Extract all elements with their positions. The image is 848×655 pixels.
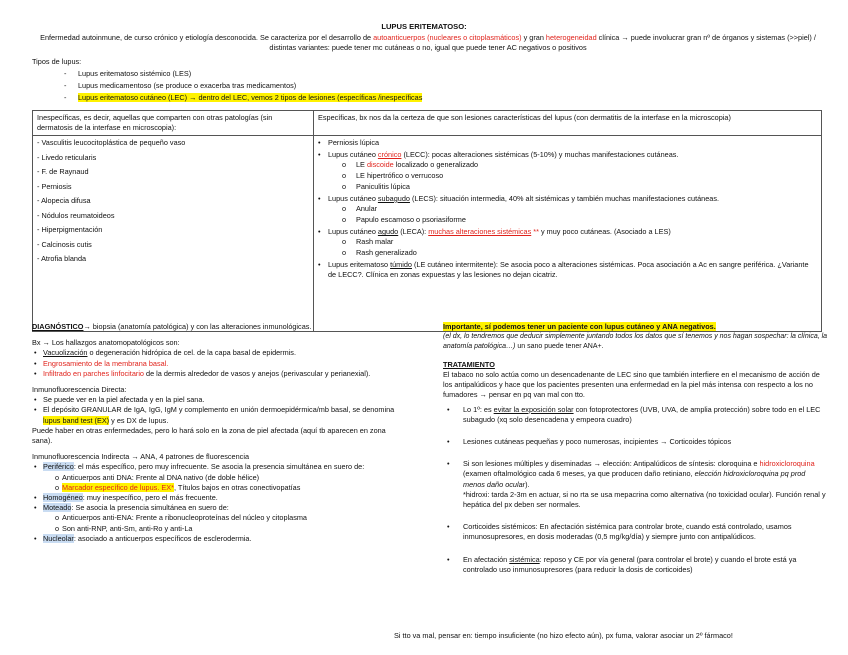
keyword: sistémica bbox=[509, 554, 540, 564]
nonspecific-list bbox=[37, 138, 309, 269]
sub-item: o Anular bbox=[342, 204, 817, 215]
bx-list bbox=[32, 348, 404, 379]
diagnostico-section bbox=[32, 322, 404, 544]
list-item: - Nódulos reumatoideos bbox=[37, 210, 115, 220]
list-item: - Perniosis bbox=[37, 181, 72, 191]
note-text: (el dx, lo tendremos que deducir simplemente juntando todos los datos que sí tenemos y nos hagan sospechar: la clínica, la anatomía patológica…) bbox=[443, 333, 828, 350]
item-text: : muy inespecífico, pero el más frecuente. bbox=[82, 493, 218, 503]
sub-item: o Papulo escamoso o psoriasiforme bbox=[342, 215, 817, 226]
list-item: - Calcinosis cutis bbox=[37, 239, 92, 249]
section-heading: DIAGNÓSTICO bbox=[32, 322, 84, 331]
list-item bbox=[318, 260, 817, 280]
note-text: *hidroxi: tarda 2-3m en actuar, si no rta se usa mepacrina como alternativa (no toxicidad ocular). Función renal y hepática del px deben ser normales. bbox=[463, 489, 826, 510]
item-text: Lupus cutáneo bbox=[328, 193, 378, 203]
list-item bbox=[32, 369, 404, 379]
note-text: elección hidroxicloroquina pq prod menos daño ocular bbox=[463, 469, 806, 489]
item-text: El depósito GRANULAR de IgA, IgG, IgM y complemento en unión dermoepidérmica/mb basal, se denomina bbox=[43, 405, 395, 415]
lesions-table bbox=[32, 110, 822, 332]
sub-item: o Paniculitis lúpica bbox=[342, 182, 817, 193]
item-text: (examen oftalmológico cada 6 meses, ya que producen daño retiniano, bbox=[463, 469, 695, 479]
star-mark: ** bbox=[533, 227, 539, 237]
keyword: túmido bbox=[390, 260, 412, 270]
list-item: • Corticoides sistémicos: En afectación sistémica para controlar brote, cuando está controlado, usamos inmunosupresores, en dosis moderadas (0,5 mg/kg/día) y siempre junto con antipalúdicos. bbox=[443, 522, 829, 542]
item-text: y muy poco cutáneas. (Asociado a LES) bbox=[538, 227, 671, 237]
table-row bbox=[33, 111, 822, 136]
item-text: Hiperpigmentación bbox=[41, 225, 103, 235]
sub-item: o Son anti-RNP, anti-Sm, anti-Ro y anti-La bbox=[55, 524, 404, 534]
keyword: subagudo bbox=[377, 193, 410, 203]
ifd-note: Puede haber en otras enfermedades, pero lo hará solo en la zona de piel afectada (aquí tb aparecen en zona sana). bbox=[32, 425, 386, 446]
list-item bbox=[32, 348, 404, 358]
item-text: con fotoprotectores (UVB, UVA, de amplia protección) sobre todo en el LEC subagudo (xq solo desencadena y empeora cuadro) bbox=[463, 404, 821, 424]
tratamiento-section bbox=[443, 322, 829, 587]
item-text: Si son lesiones múltiples y diseminadas → elección: Antipalúdicos de síntesis: cloroquina e bbox=[463, 459, 760, 469]
keyword: Vacuolización bbox=[43, 348, 88, 358]
intro-paragraph bbox=[28, 33, 828, 53]
pattern-name: Moteado bbox=[43, 503, 72, 513]
intro-highlight: heterogeneidad bbox=[545, 33, 597, 42]
sub-list bbox=[55, 513, 404, 533]
ifd-label: Inmunofluorescencia Directa: bbox=[32, 385, 127, 395]
treatment-list bbox=[443, 405, 829, 575]
item-text: (LECA): bbox=[398, 227, 429, 237]
page-title: LUPUS ERITEMATOSO: bbox=[381, 22, 467, 31]
pattern-name: Nucleolar bbox=[43, 533, 74, 543]
highlighted-text: Marcador específico de lupus. EX* bbox=[62, 482, 174, 492]
sub-list bbox=[342, 160, 817, 193]
highlighted-text: Importante, sí podemos tener un paciente con lupus cutáneo y ANA negativos. bbox=[443, 322, 716, 331]
keyword: discoide bbox=[366, 159, 394, 169]
list-item bbox=[443, 555, 829, 575]
types-label: Tipos de lupus: bbox=[32, 57, 82, 66]
sub-item bbox=[342, 160, 817, 171]
list-item bbox=[32, 405, 404, 425]
item-text: : asociado a anticuerpos específicos de esclerodermia. bbox=[73, 533, 252, 543]
specific-cell bbox=[314, 136, 822, 332]
item-text: : reposo y CE por vía general (para controlar el brote) y cuando el brote está ya controlado uso inmunosupresores (para reducir la dosis de corticoides) bbox=[463, 554, 797, 574]
ifi-list bbox=[32, 462, 404, 544]
list-item bbox=[318, 227, 817, 259]
item-text: : Se asocia la presencia simultánea en suero de: bbox=[71, 503, 229, 513]
list-item bbox=[32, 503, 404, 534]
keyword: Engrosamiento de la membrana basal. bbox=[43, 358, 169, 368]
table-header-right: Específicas, bx nos da la certeza de que son lesiones características del lupus (con dermatitis de la interfase en la microscopia) bbox=[314, 111, 822, 136]
item-text: o degeneración hidrópica de cel. de la capa basal de epidermis. bbox=[87, 348, 296, 358]
item-text: (LECC): pocas alteraciones sistémicas (5-10%) y muchas manifestaciones cutáneas. bbox=[401, 149, 679, 159]
item-text: (LE cutáneo intermitente): Se asocia poco a alteraciones sistémicas. Poca asociación a Ac en sangre periférica. ¿Variante de LECC?. Clínica en zonas expuestas y las lesiones no dejan cicatriz. bbox=[328, 260, 809, 280]
item-text: ). bbox=[525, 479, 530, 489]
lupus-types bbox=[32, 57, 632, 105]
list-item: - Lupus medicamentoso (se produce o exacerba tras medicamentos) bbox=[64, 81, 632, 93]
sub-item: o Rash malar bbox=[342, 237, 817, 248]
item-text: , Títulos bajos en otras conectivopatías bbox=[173, 482, 301, 492]
intro-text: y gran bbox=[521, 33, 546, 42]
intro-highlight: autoanticuerpos (nucleares o citoplasmáticos) bbox=[373, 33, 522, 42]
item-text: Calcinosis cutis bbox=[41, 239, 92, 249]
types-list bbox=[64, 69, 632, 105]
list-item: - F. de Raynaud bbox=[37, 167, 89, 177]
keyword: evitar la exposición solar bbox=[493, 404, 574, 414]
sub-item: o Rash generalizado bbox=[342, 248, 817, 259]
list-item: - Vasculitis leucocitoplástica de pequeño vaso bbox=[37, 138, 186, 148]
footer-note: Si tto va mal, pensar en: tiempo insuficiente (no hizo efecto aún), px fuma, valorar asociar un 2º fármaco! bbox=[394, 631, 733, 640]
item-text: Alopecia difusa bbox=[41, 196, 91, 206]
item-text: LE bbox=[356, 159, 367, 169]
item-text: Lupus cutáneo bbox=[328, 149, 378, 159]
intro-text: Enfermedad autoinmune, de curso crónico y etiología desconocida. Se caracteriza por el desarrollo de bbox=[40, 33, 374, 42]
item-text: Lupus eritematoso bbox=[328, 260, 391, 270]
sub-item: o Anticuerpos anti-ENA: Frente a ribonucleoproteínas del núcleo y citoplasma bbox=[55, 513, 404, 523]
intro-text: clínica → puede involucrar gran nº de órganos y sistemas (>>piel) / distintas variantes: puede tener mc cutáneas o no, igual que puede tener AC negativos o positivos bbox=[269, 33, 816, 53]
highlighted-text: lupus band test (EX) bbox=[43, 415, 110, 425]
sub-item bbox=[55, 483, 404, 493]
specific-list bbox=[318, 138, 817, 280]
heading-text: → biopsia (anatomía patológica) y con las alteraciones inmunológicas. bbox=[83, 322, 312, 331]
list-item bbox=[318, 150, 817, 193]
ifi-label: Inmunofluorescencia Indirecta → ANA, 4 patrones de fluorescencia bbox=[32, 452, 250, 462]
item-text: F. de Raynaud bbox=[41, 167, 89, 177]
list-item bbox=[32, 534, 404, 544]
item-text: de la dermis alrededor de vasos y anejos (perivascular y perianexial). bbox=[144, 368, 371, 378]
item-text: localizado o generalizado bbox=[393, 159, 479, 169]
sub-list bbox=[342, 204, 817, 226]
item-text: Lo 1º: es bbox=[463, 404, 494, 414]
list-item bbox=[443, 405, 829, 425]
list-item: - Lupus eritematoso sistémico (LES) bbox=[64, 69, 632, 81]
item-text: En afectación bbox=[463, 554, 510, 564]
treatment-intro: El tabaco no solo actúa como un desencadenante de LEC sino que también interfiere en el mecanismo de acción de los antipalúdicos y hace que los pacientes presenten una enfermedad en la piel más intensa con respecto a los no fumadores → pensar en pq van mal con tto. bbox=[443, 370, 820, 400]
pattern-name: Homogéneo bbox=[43, 493, 83, 503]
sub-item: o Anticuerpos anti DNA: Frente al DNA nativo (de doble hélice) bbox=[55, 473, 404, 483]
bx-label: Bx → Los hallazgos anatomopatológicos son: bbox=[32, 338, 180, 348]
item-text: (LECS): situación intermedia, 40% alt sistémicas y también muchas manifestaciones cutáneas. bbox=[409, 193, 720, 203]
nonspecific-cell bbox=[33, 136, 314, 332]
table-row bbox=[33, 136, 822, 332]
sub-list bbox=[55, 473, 404, 493]
important-title bbox=[443, 322, 829, 332]
list-item: • Lesiones cutáneas pequeñas y poco numerosas, incipientes → Corticoides tópicos bbox=[443, 437, 829, 447]
table-header-left: Inespecíficas, es decir, aquellas que comparten con otras patologías (sin dermatosis de la interfase en microscopia): bbox=[33, 111, 314, 136]
list-item bbox=[318, 194, 817, 226]
item-text: Livedo reticularis bbox=[41, 152, 97, 162]
list-item bbox=[32, 493, 404, 503]
keyword: muchas alteraciones sistémicas bbox=[428, 227, 532, 237]
note-text: un sano puede tener ANA+. bbox=[515, 343, 604, 350]
item-text: Nódulos reumatoideos bbox=[41, 210, 115, 220]
pattern-name: Periférico bbox=[43, 462, 74, 472]
item-text: Perniosis bbox=[41, 181, 72, 191]
item-text: Vasculitis leucocitoplástica de pequeño vaso bbox=[41, 138, 186, 148]
list-item: • Se puede ver en la piel afectada y en la piel sana. bbox=[32, 395, 404, 405]
keyword: Infiltrado en parches linfocitario bbox=[43, 368, 144, 378]
ifd-list bbox=[32, 395, 404, 426]
keyword: agudo bbox=[377, 227, 399, 237]
list-item bbox=[32, 462, 404, 493]
item-text: : el más específico, pero muy infrecuente. Se asocia la presencia simultánea en suero de: bbox=[73, 462, 365, 472]
list-item: • Perniosis lúpica bbox=[318, 138, 817, 148]
sub-item: o LE hipertrófico o verrucoso bbox=[342, 171, 817, 182]
item-text: Atrofia blanda bbox=[41, 254, 87, 264]
important-note bbox=[443, 332, 829, 352]
sub-list bbox=[342, 237, 817, 259]
item-text: y es DX de lupus. bbox=[109, 415, 169, 425]
item-text: Lupus cutáneo bbox=[328, 227, 378, 237]
keyword: hidroxicloroquina bbox=[759, 459, 815, 469]
list-item: - Hiperpigmentación bbox=[37, 225, 103, 235]
diagnostico-heading-line bbox=[32, 322, 404, 332]
list-item bbox=[32, 359, 404, 369]
keyword: crónico bbox=[377, 149, 402, 159]
list-item bbox=[64, 93, 632, 105]
list-item: - Livedo reticularis bbox=[37, 152, 97, 162]
list-item: - Alopecia difusa bbox=[37, 196, 91, 206]
list-item: - Atrofia blanda bbox=[37, 254, 87, 264]
highlighted-text: Lupus eritematoso cutáneo (LEC) → dentro del LEC, vemos 2 tipos de lesiones (específicas /inespecíficas bbox=[78, 93, 423, 103]
section-heading: TRATAMIENTO bbox=[443, 359, 495, 369]
list-item bbox=[443, 459, 829, 510]
